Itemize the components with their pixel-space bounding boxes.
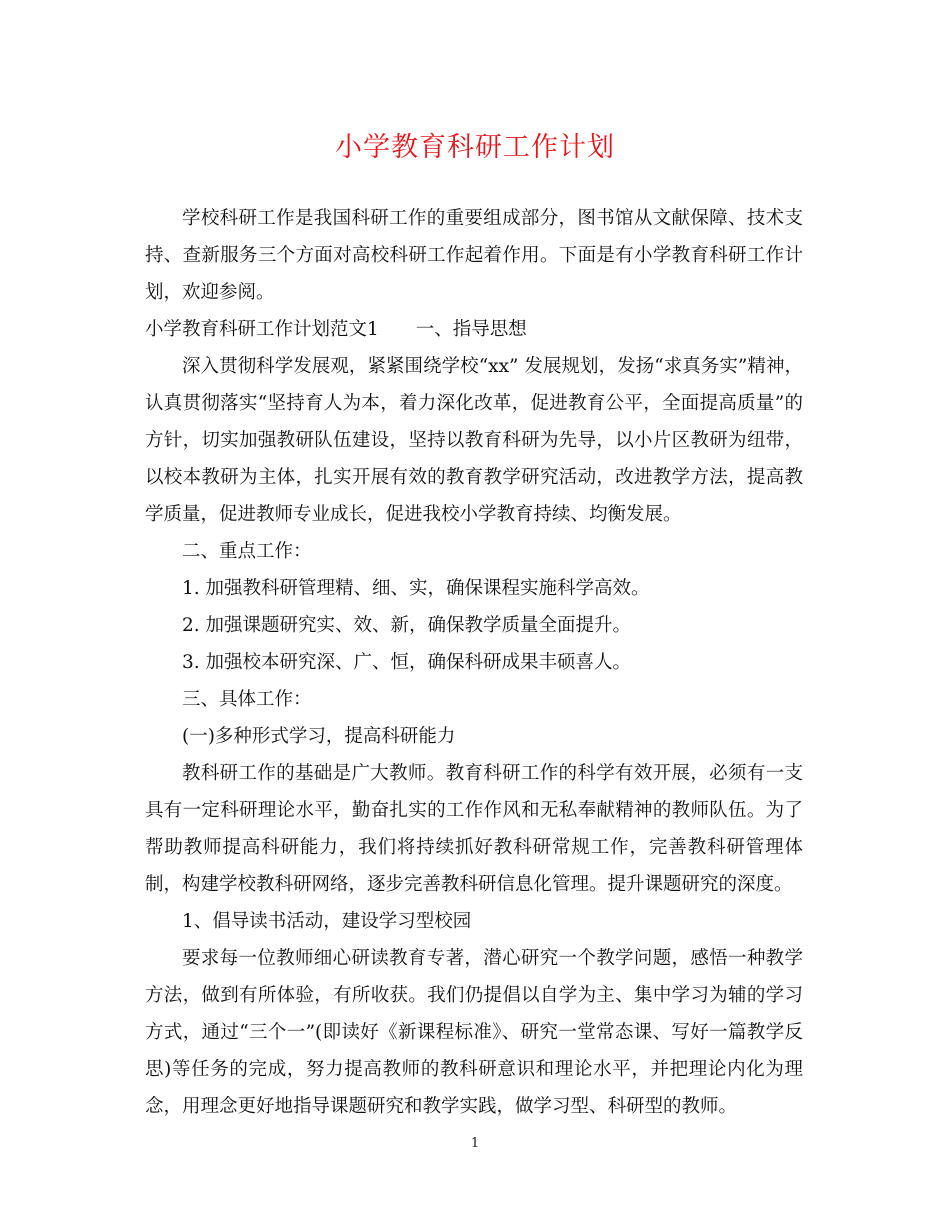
page-number: 1 bbox=[470, 1136, 480, 1151]
intro-paragraph: 学校科研工作是我国科研工作的重要组成部分，图书馆从文献保障、技术支持、查新服务三个方面对高校科研工作起着作用。下面是有小学教育科研工作计划，欢迎参阅。 bbox=[145, 208, 803, 303]
section-heading-key-work: 二、重点工作： bbox=[182, 541, 312, 562]
subsection-heading-study: (一)多种形式学习，提高科研能力 bbox=[182, 726, 456, 747]
key-work-item-3: 3. 加强校本研究深、广、恒，确保科研成果丰硕喜人。 bbox=[182, 652, 632, 673]
key-work-item-1: 1. 加强教科研管理精、细、实，确保课程实施科学高效。 bbox=[182, 578, 650, 599]
guiding-thought-paragraph: 深入贯彻科学发展观，紧紧围绕学校“xx” 发展规划，发扬“求真务实”精神，认真贯彻落实“坚持育人为本，着力深化改革，促进教育公平，全面提高质量”的方针，切实加强教研队伍建设，坚持以教育科研为先导，以小片区教研为纽带，以校本教研为主体，扎实开展有效的教育教学研究活动，改进教学方法，提高教学质量，促进教师专业成长，促进我校小学教育持续、均衡发展。 bbox=[145, 356, 803, 525]
study-paragraph: 教科研工作的基础是广大教师。教育科研工作的科学有效开展，必须有一支具有一定科研理论水平，勤奋扎实的工作作风和无私奉献精神的教师队伍。为了帮助教师提高科研能力，我们将持续抓好教科研常规工作，完善教科研管理体制，构建学校教科研网络，逐步完善教科研信息化管理。提升课题研究的深度。 bbox=[145, 763, 803, 895]
document-body bbox=[145, 200, 803, 1125]
key-work-item-2: 2. 加强课题研究实、效、新，确保教学质量全面提升。 bbox=[182, 615, 632, 636]
document-title: 小学教育科研工作计划 bbox=[335, 132, 615, 163]
section-heading-guiding-thought: 小学教育科研工作计划范文1 一、指导思想 bbox=[145, 319, 527, 340]
subsection-heading-reading: 1、倡导读书活动，建设学习型校园 bbox=[182, 911, 472, 932]
reading-paragraph: 要求每一位教师细心研读教育专著，潜心研究一个教学问题，感悟一种教学方法，做到有所体验，有所收获。我们仍提倡以自学为主、集中学习为辅的学习方式，通过“三个一”(即读好《新课程标准》、研究一堂常态课、写好一篇教学反思)等任务的完成，努力提高教师的教科研意识和理论水平，并把理论内化为理念，用理念更好地指导课题研究和教学实践，做学习型、科研型的教师。 bbox=[145, 948, 803, 1117]
section-heading-specific-work: 三、具体工作： bbox=[182, 689, 312, 710]
